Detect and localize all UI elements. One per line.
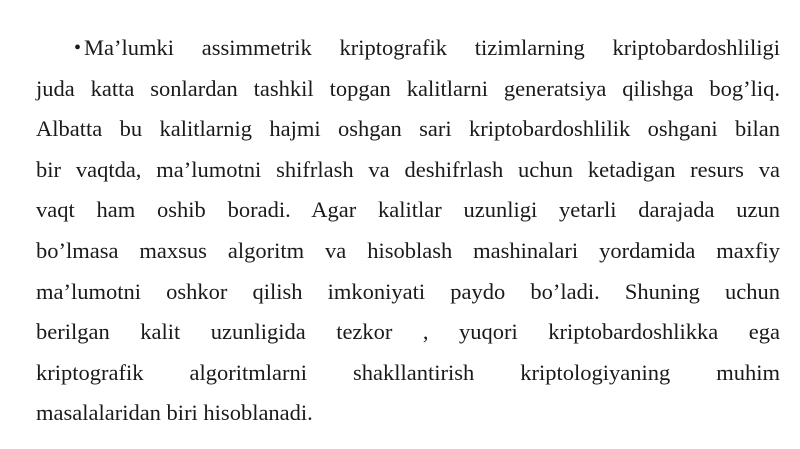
text-line: juda katta sonlardan tashkil topgan kalitlarni generatsiya qilishga bog’liq. <box>36 75 780 101</box>
text-line: masalalaridan biri hisoblanadi. <box>36 400 313 426</box>
text-line: ma’lumotni oshkor qilish imkoniyati paydo bo’ladi. Shuning uchun <box>36 278 780 304</box>
text-line: vaqt ham oshib boradi. Agar kalitlar uzunligi yetarli darajada uzun <box>36 197 780 223</box>
bullet-icon: • <box>74 37 82 59</box>
line-text: Ma’lumki assimmetrik kriptografik tizimlarning kriptobardoshliligi <box>84 35 780 60</box>
text-line: berilgan kalit uzunligida tezkor , yuqori kriptobardoshlikka ega <box>36 319 780 345</box>
paragraph <box>36 28 780 434</box>
text-line: kriptografik algoritmlarni shakllantirish kriptologiyaning muhim <box>36 359 780 385</box>
text-line <box>36 28 780 69</box>
text-line: Albatta bu kalitlarnig hajmi oshgan sari kriptobardoshlilik oshgani bilan <box>36 116 780 142</box>
text-line: bir vaqtda, ma’lumotni shifrlash va deshifrlash uchun ketadigan resurs va <box>36 156 780 182</box>
text-line: bo’lmasa maxsus algoritm va hisoblash mashinalari yordamida maxfiy <box>36 237 780 263</box>
